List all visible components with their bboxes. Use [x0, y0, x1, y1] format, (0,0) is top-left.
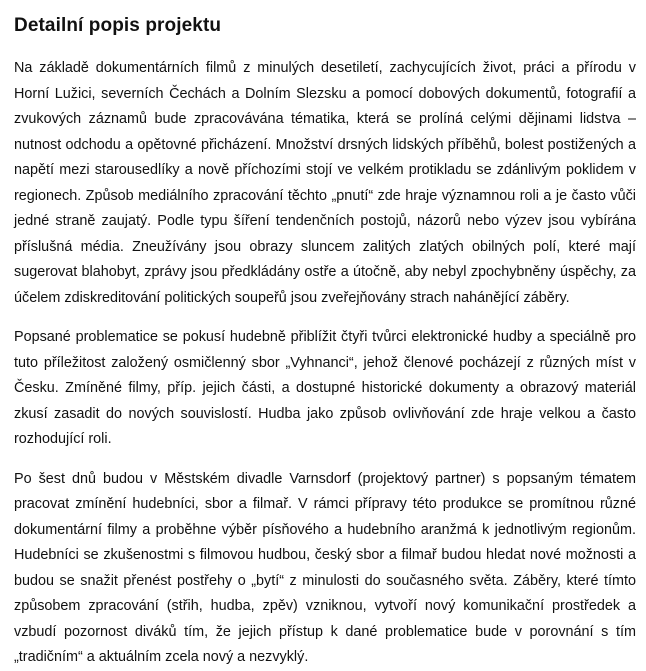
paragraph-musicians: Popsané problematice se pokusí hudebně přiblížit čtyři tvůrci elektronické hudby a speciálně pro tuto příležitost založený osmičlenný sbor „Vyhnanci“, jehož členové pocházejí z různých míst v Česku. Zmíněné filmy, příp. jejich části, a dostupné historické dokumenty a obrazový materiál zkusí zasadit do nových souvislostí. Hudba jako způsob ovlivňování zde hraje velkou a často rozhodující roli. [14, 329, 636, 447]
document-page [14, 14, 636, 671]
paragraph-intro: Na základě dokumentárních filmů z minulých desetiletí, zachycujících život, práci a přírodu v Horní Lužici, severních Čechách a Dolním Slezsku a pomocí dobových dokumentů, fotografií a zvukových záznamů bude zpracovávána tématika, která se prolíná celými dějinami lidstva – nutnost odchodu a opětovné přicházení. Množství drsných lidských příběhů, bolest postižených a napětí mezi starousedlíky a nově příchozími stojí ve velkém protikladu se zdánlivým poklidem v regionech. Způsob mediálního zpracování těchto „pnutí“ zde hraje významnou roli a je často vůči jedné straně zaujatý. Podle typu šíření tendenčních postojů, názorů nebo výzev jsou vybírána příslušná média. Zneužívány jsou obrazy sluncem zalitých zlatých obilných polí, které mají sugerovat blahobyt, zprávy jsou předkládány ostře a útočně, aby nebyl zpochybněny úspěchy, za účelem zdiskreditování politických soupeřů jsou zveřejňovány strach nahánějící záběry. [14, 60, 636, 306]
paragraph-workshop: Po šest dnů budou v Městském divadle Varnsdorf (projektový partner) s popsaným tématem pracovat zmínění hudebníci, sbor a filmař. V rámci přípravy této produkce se promítnou různé dokumentární filmy a proběhne výběr písňového a hudebního aranžmá k jednotlivým regionům. Hudebníci se zkušenostmi s filmovou hudbou, český sbor a filmař budou hledat nové možnosti a budou se snažit přenést postřehy o „bytí“ z minulosti do současného světa. Záběry, které tímto způsobem zpracování (střih, hudba, zpěv) vzniknou, vytvoří nový komunikační prostředek a vzbudí pozornost diváků tím, že jejich přístup k dané problematice bude v porovnání s tím „tradičním“ a aktuálním zcela nový a nezvyklý. [14, 470, 636, 665]
document-title: Detailní popis projektu [14, 15, 222, 36]
